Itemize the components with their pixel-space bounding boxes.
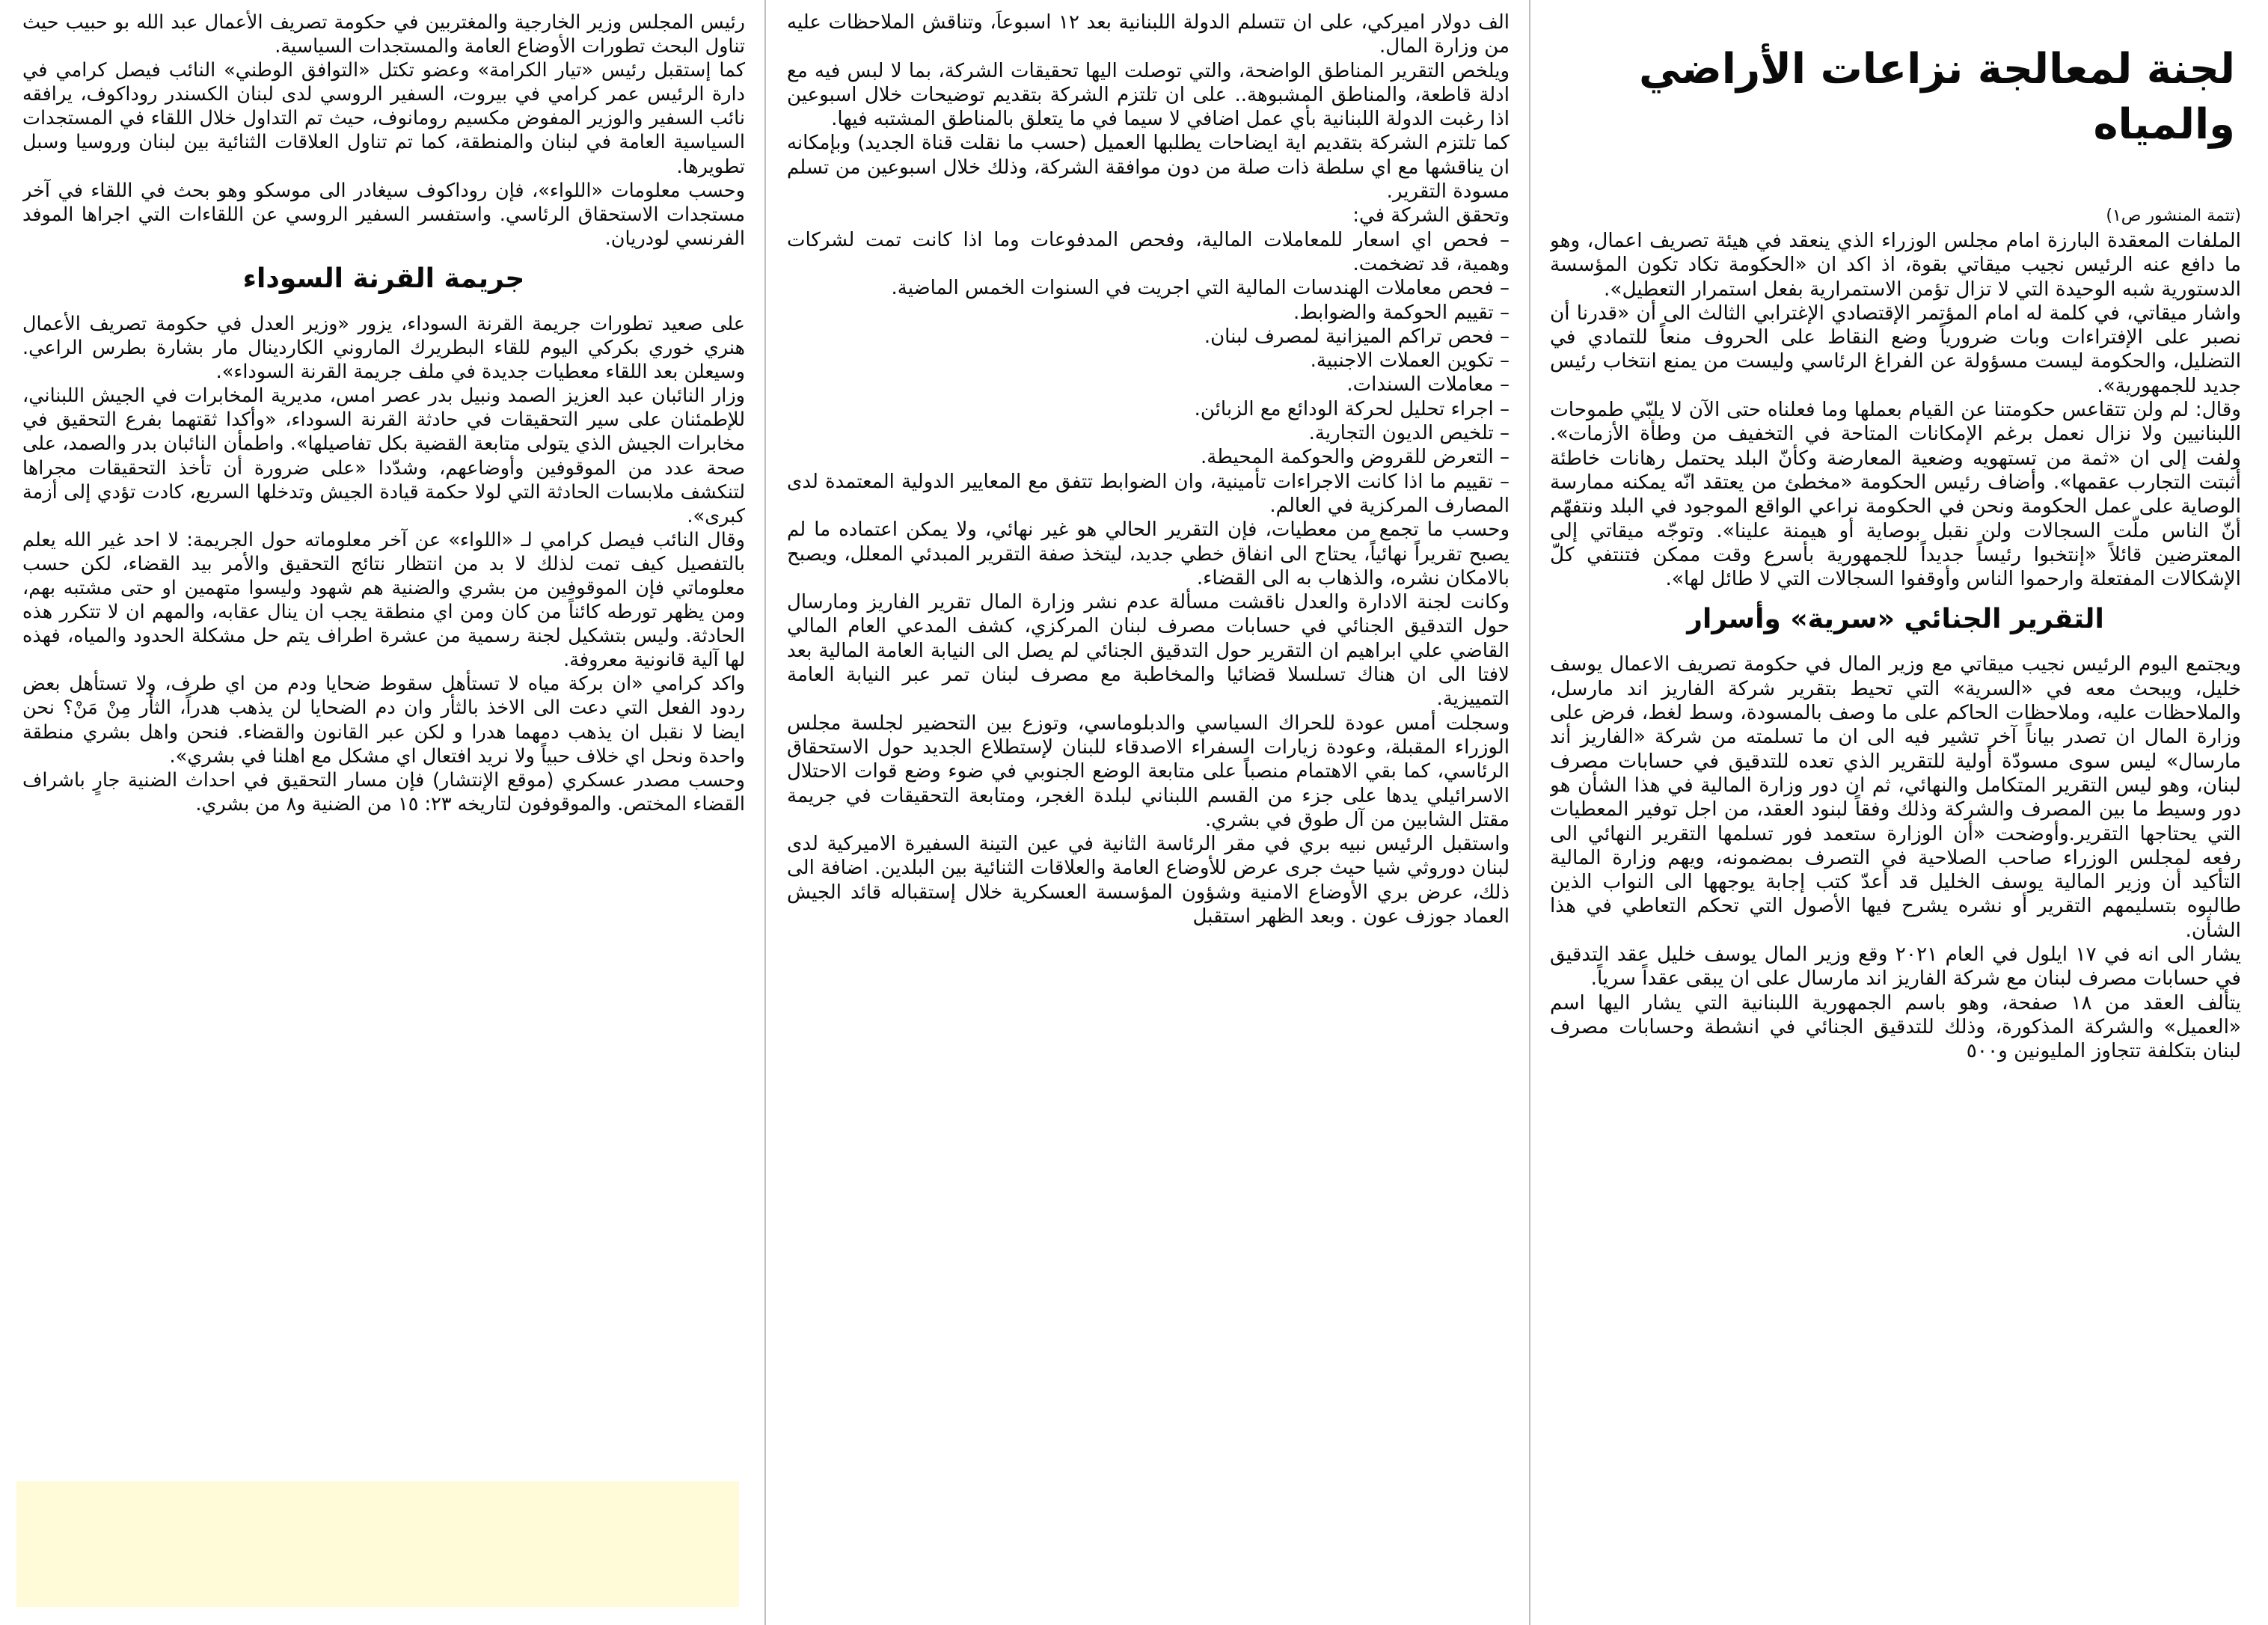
- paragraph: وسجلت أمس عودة للحراك السياسي والدبلوماسي، وتوزع بين التحضير لجلسة مجلس الوزراء المقبلة، وعودة زيارات السفراء الاصدقاء للبنان لإستطلاع الجديد حول الاستحقاق الرئاسي، كما بقي الاهتمام منصباً على متابعة الوضع الجنوبي في ضوء وضع قوات الاحتلال الاسرائيلي يدها على جزء من القسم اللبناني لبلدة الغجر، ومتابعة التحقيقات في جريمة مقتل الشابين من آل طوق في بشري.: [787, 711, 1510, 831]
- list-item: – تقييم الحوكمة والضوابط.: [1293, 301, 1510, 324]
- column-divider: [1529, 0, 1530, 1625]
- list-item: – تقييم ما اذا كانت الاجراءات تأمينية، وان الضوابط تتفق مع المعايير الدولية المعتمدة لدى المصارف المركزية في العالم.: [787, 470, 1510, 517]
- paragraph: الملفات المعقدة البارزة امام مجلس الوزراء الذي ينعقد في هيئة تصريف اعمال، وهو ما دافع عنه الرئيس نجيب ميقاتي بقوة، اذ اكد ان «الحكومة تكاد تكون المؤسسة الدستورية شبه الوحيدة التي لا تزال تؤمن الاستمرارية بفعل استمرار التعطيل».: [1550, 230, 2241, 301]
- list-item: – فحص اي اسعار للمعاملات المالية، وفحص المدفوعات وما اذا كانت تمت لشركات وهمية، قد تضخمت.: [787, 228, 1510, 275]
- article-headline: لجنة لمعالجة نزاعات الأراضي والمياه: [1639, 45, 2235, 149]
- paragraph: ويجتمع اليوم الرئيس نجيب ميقاتي مع وزير المال في حكومة تصريف الاعمال يوسف خليل، ويبحث معه في «السرية» التي تحيط بتقرير شركة الفاريز اند مارسل، والملاحظات عليه، وملاحظات الحاكم على ما وصف بالمسودة، وسط لغط، فرض على وزارة المال ان تصدر بياناً آخر تشير فيه الى ان ما تسلمته من شركة «الفاريز أند مارسال» ليس سوى مسودّة أولية للتقرير الذي تعده للتدقيق في حسابات مصرف لبنان، وهو ليس التقرير المتكامل والنهائي، ثم ان دور وزارة المالية في هذا الشأن هو دور وسيط ما بين المصرف والشركة وذلك وفقاً لبنود العقد، من اجل توفير المعطيات التي يحتاجها التقرير.وأوضحت «أن الوزارة ستعمد فور تسلمها التقرير النهائي الى رفعه لمجلس الوزراء صاحب الصلاحية في التصرف بمضمونه، ويهم وزارة المالية التأكيد أن وزير المالية يوسف الخليل قد أعدّ كتب إجابة يوجهها الى النواب الذين طالبوه بتسليمهم التقرير أو نشره يشرح فيها الأصول التي تحكم التعاطي في هذا الشأن.: [1550, 653, 2241, 942]
- paragraph: وحسب معلومات «اللواء»، فإن روداكوف سيغادر الى موسكو وهو بحث في اللقاء في آخر مستجدات الاستحقاق الرئاسي. واستفسر السفير الروسي عن اللقاءات التي اجراها الموفد الفرنسي لودريان.: [22, 179, 745, 250]
- list-item: – معاملات السندات.: [1346, 373, 1510, 397]
- section-subhead: التقرير الجنائي «سرية» وأسرار: [1687, 604, 2104, 635]
- paragraph: وحسب مصدر عسكري (موقع الإنتشار) فإن مسار التحقيق في احداث الضنية جارٍ باشراف القضاء المختص. والموقوفون لتاريخه ٢٣: ١٥ من الضنية و٨ من بشري.: [22, 768, 745, 815]
- continuation-note: (تتمة المنشور ص١): [2106, 206, 2241, 225]
- list-item: – اجراء تحليل لحركة الودائع مع الزبائن.: [1194, 397, 1510, 420]
- paragraph: وكانت لجنة الادارة والعدل ناقشت مسألة عدم نشر وزارة المال تقرير الفاريز ومارسال حول التدقيق الجنائي في حسابات مصرف لبنان المركزي، كشف المدعي العام المالي القاضي علي ابراهيم ان التقرير حول التدقيق الجنائي لم يصل الى النيابة العامة المالية بعد لافتا الى ان هناك تسلسلا قضائيا والمخاطبة مع مصرف لبنان تمر عبر النيابة العامة التمييزية.: [787, 591, 1510, 711]
- paragraph: واشار ميقاتي، في كلمة له امام المؤتمر الإقتصادي الإغترابي الثالث الى أن «قدرنا أن نصبر على الإفتراءات وبات ضرورياً وضع النقاط على الحروف منعاً للتمادي في التضليل، والحكومة ليست مسؤولة عن الفراغ الرئاسي وليست من يمنع انتخاب رئيس جديد للجمهورية».: [1550, 302, 2241, 397]
- paragraph: رئيس المجلس وزير الخارجية والمغتربين في حكومة تصريف الأعمال عبد الله بو حبيب حيث تناول البحث تطورات الأوضاع العامة والمستجدات السياسية.: [22, 11, 745, 58]
- list-item: – التعرض للقروض والحوكمة المحيطة.: [1201, 446, 1510, 469]
- list-item: – تكوين العملات الاجنبية.: [1310, 349, 1510, 373]
- paragraph: يشار الى انه في ١٧ ايلول في العام ٢٠٢١ وقع وزير المال يوسف خليل عقد التدقيق في حسابات مصرف لبنان مع شركة الفاريز اند مارسال على ان يبقى عقداً سرياً.: [1550, 943, 2241, 991]
- highlight-box: [16, 1481, 739, 1607]
- article-column-left: [22, 10, 745, 1619]
- list-item: – فحص تراكم الميزانية لمصرف لبنان.: [1204, 325, 1510, 348]
- paragraph: ويلخص التقرير المناطق الواضحة، والتي توصلت اليها تحقيقات الشركة، بما لا لبس فيه مع ادلة قاطعة، والمناطق المشبوهة.. على ان تلتزم الشركة بتقديم توضيحات خلال اسبوعين اذا رغبت الدولة اللبنانية بأي عمل اضافي لا سيما في ما يتعلق بالمناطق المشتبه فيها.: [787, 59, 1510, 131]
- section-subhead: جريمة القرنة السوداء: [242, 263, 525, 294]
- paragraph: يتألف العقد من ١٨ صفحة، وهو باسم الجمهورية اللبنانية التي يشار اليها اسم «العميل» والشركة المذكورة، وذلك للتدقيق الجنائي في انشطة وحسابات مصرف لبنان بتكلفة تتجاوز المليونين و٥٠٠: [1550, 991, 2241, 1063]
- paragraph: وزار النائبان عبد العزيز الصمد ونبيل بدر عصر امس، مديرية المخابرات في الجيش اللبناني، للإطمئنان على سير التحقيقات في حادثة القرنة السوداء، «وأكدا ثقتهما بفرع التحقيق في مخابرات الجيش الذي يتولى متابعة القضية بكل تفاصيلها». واطمأن النائبان بدر والصمد، على صحة عدد من الموقوفين وأوضاعهم، وشدّدا «على ضرورة أن تأخذ التحقيقات مجراها لتنكشف ملابسات الحادثة التي لولا حكمة قيادة الجيش وتدخلها السريع، كادت تؤدي إلى أزمة كبرى».: [22, 385, 745, 527]
- paragraph: واكد كرامي «ان بركة مياه لا تستأهل سقوط ضحايا ودم من اي طرف، ولا تستأهل بعض ردود الفعل التي دعت الى الاخذ بالثأر وان دم الضحايا لن يذهب هدراً، الثأر مِنْ مَنْ؟ نحن ايضا لا نقبل ان يذهب دمهما هدرا و لكن عبر القانون والقضاء. فنحن واهل بشري منطقة واحدة ونحل اي خلاف حبياً ولا نريد افتعال اي مشكل مع اهلنا في بشري».: [22, 673, 745, 768]
- paragraph: كما تلتزم الشركة بتقديم اية ايضاحات يطلبها العميل (حسب ما نقلت قناة الجديد) وبإمكانه ان يناقشها مع اي سلطة ذات صلة من دون موافقة الشركة، وذلك خلال اسبوعين من تسلم مسودة التقرير.: [787, 132, 1510, 203]
- paragraph: وتحقق الشركة في:: [1352, 204, 1510, 227]
- paragraph: واستقبل الرئيس نبيه بري في مقر الرئاسة الثانية في عين التينة السفيرة الاميركية لدى لبنان دوروثي شيا حيث جرى عرض للأوضاع العامة والعلاقات الثنائية بين البلدين. اضافة الى ذلك، عرض بري الأوضاع الامنية وشؤون المؤسسة العسكرية خلال إستقباله قائد الجيش العماد جوزف عون . وبعد الظهر استقبل: [787, 833, 1510, 928]
- article-column-right: [1550, 10, 2241, 1619]
- paragraph: كما إستقبل رئيس «تيار الكرامة» وعضو تكتل «التوافق الوطني» النائب فيصل كرامي في دارة الرئيس عمر كرامي في بيروت، السفير الروسي لدى لبنان الكسندر روداكوف، يرافقه نائب السفير والوزير المفوض مكسيم رومانوف، حيث تم التداول خلال اللقاء في المستجدات السياسية العامة في لبنان والمنطقة، كما تم تناول العلاقات الثنائية بين لبنان وروسيا وسبل تطويرها.: [22, 59, 745, 178]
- paragraph: وقال النائب فيصل كرامي لـ «اللواء» عن آخر معلوماته حول الجريمة: لا احد غير الله يعلم بالتفصيل كيف تمت لذلك لا بد من انتظار نتائج التحقيق والأمر بيد القضاء، لكن حسب معلوماتي فإن الموقوفين من بشري والضنية هم شهود وليسوا متهمين او حتى مشتبه بهم، ومن يظهر تورطه كائناً من كان ومن اي منطقة يجب ان ينال عقابه، والمهم ان لا تتكرر هذه الحادثة. وليس بتشكيل لجنة رسمية من عشرة اطراف يتم حل مشكلة الحدود والمياه، فهذه لها آلية قانونية معروفة.: [22, 528, 745, 672]
- list-item: – فحص معاملات الهندسات المالية التي اجريت في السنوات الخمس الماضية.: [891, 277, 1510, 300]
- list-item: – تلخيص الديون التجارية.: [1308, 422, 1510, 445]
- paragraph: وحسب ما تجمع من معطيات، فإن التقرير الحالي هو غير نهائي، ولا يمكن اعتماده ما لم يصبح تقريراً نهائياً، يحتاج الى انفاق خطي جديد، ليتخذ صفة التقرير المبدئي المعلل، ويصبح بالامكان نشره، والذهاب به الى القضاء.: [787, 518, 1510, 590]
- paragraph: وقال: لم ولن تتقاعس حكومتنا عن القيام بعملها وما فعلناه حتى الآن لا يلبّي طموحات اللبنانيين ولا نزال نعمل برغم الإمكانات المتاحة في التخفيف من وطأة الأزمات». ولفت إلى ان «ثمة من تستهويه وضعية المعارضة وكأنّ البلد يحتمل رهانات خاطئة أثبتت التجارب عقمها». وأضاف رئيس الحكومة «مخطئ من يعتقد انّه يمكنه ممارسة الوصاية على عمل الحكومة ونحن في الحكومة نراعي الواقع الموجود في البلد ونتفهّم أنّ الناس ملّت السجالات ولن نقبل بوصاية أو هيمنة علينا». وتوجّه ميقاتي إلى المعترضين قائلاً «إنتخبوا رئيساً جديداً للجمهورية بأسرع وقت ممكن فتنتفي كلّ الإشكالات المفتعلة وارحموا الناس وأوقفوا السجالات التي لا طائل لها».: [1550, 399, 2241, 591]
- column-divider: [764, 0, 766, 1625]
- paragraph: الف دولار اميركي، على ان تتسلم الدولة اللبنانية بعد ١٢ اسبوعاً، وتناقش الملاحظات عليه من وزارة المال.: [787, 11, 1510, 58]
- paragraph: على صعيد تطورات جريمة القرنة السوداء، يزور «وزير العدل في حكومة تصريف الأعمال هنري خوري بكركي اليوم للقاء البطريرك الماروني الكاردينال مار بشارة بطرس الراعي. وسيعلن بعد اللقاء معطيات جديدة في ملف جريمة القرنة السوداء».: [22, 312, 745, 384]
- article-column-middle: [787, 10, 1510, 1619]
